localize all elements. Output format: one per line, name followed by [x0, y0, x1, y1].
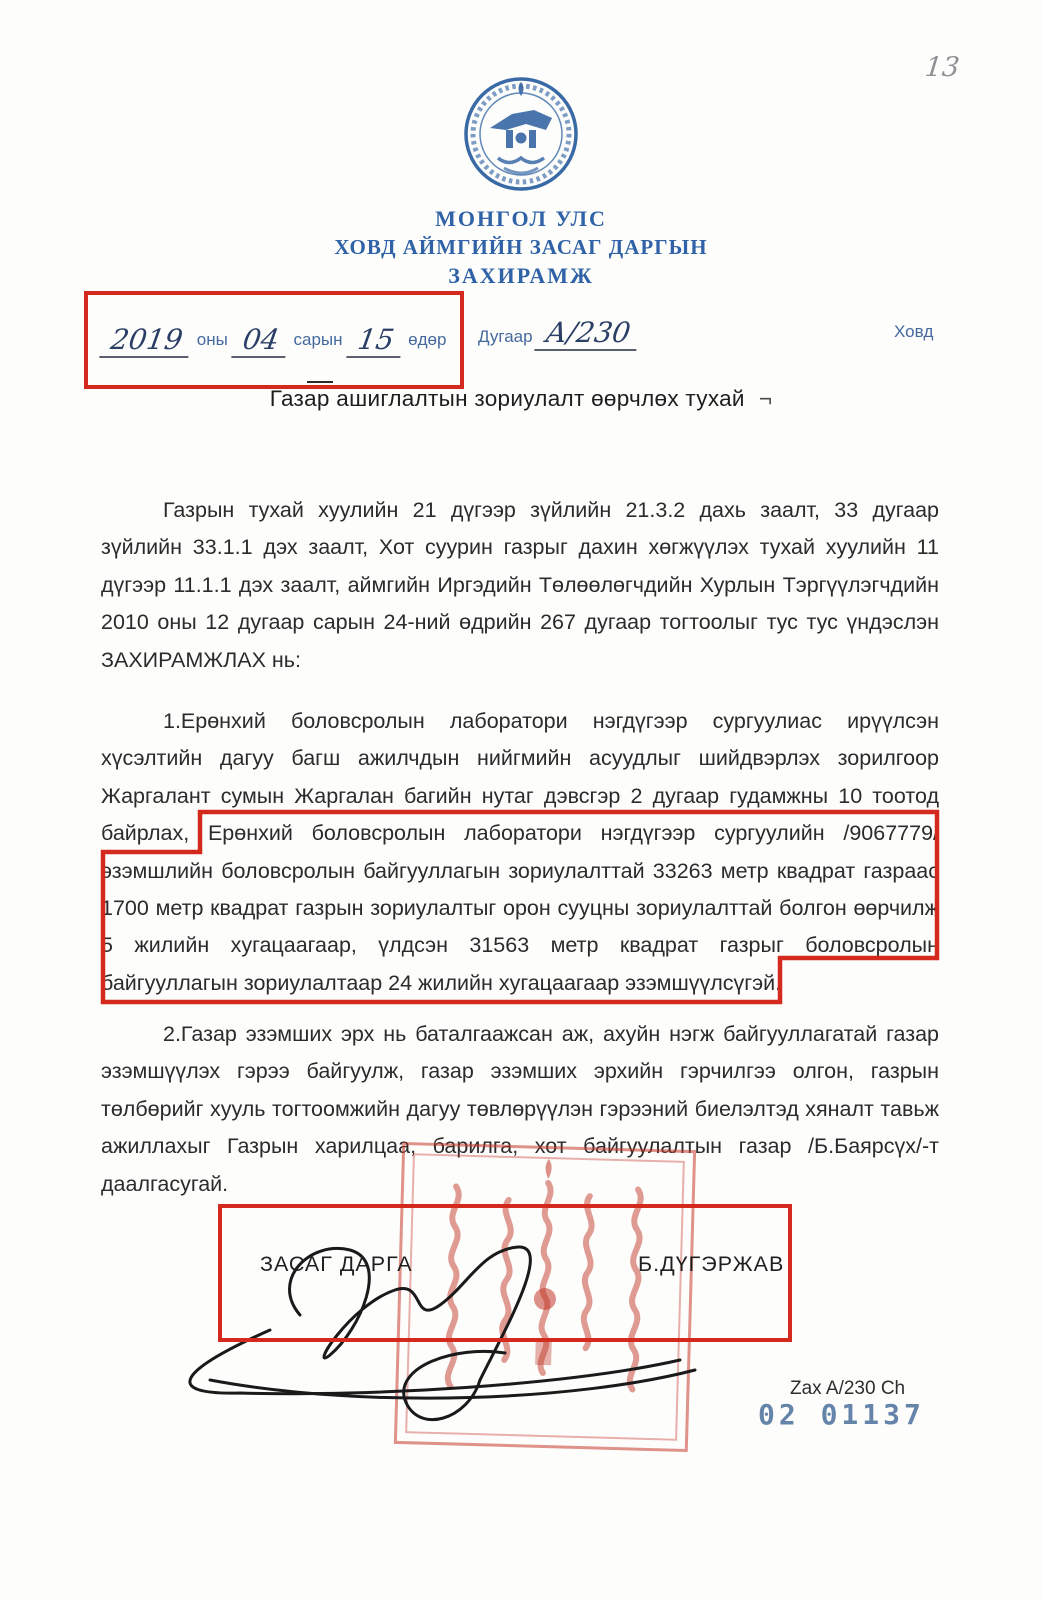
document-title — [0, 386, 1042, 412]
handwritten-month: 04 — [231, 323, 290, 358]
date-annotation-box — [84, 291, 464, 389]
body-line: Жаргалант сумын Жаргалан багийн нутаг дэвсгэр 2 дугаар гудамжны 10 тоотод — [101, 783, 939, 808]
issuing-authority: ХОВД АЙМГИЙН ЗАСАГ ДАРГЫН — [334, 235, 708, 259]
city-label: Ховд — [894, 322, 934, 341]
body-line: эзэмшлийн боловсролын байгууллагын зориулалттай 33263 метр квадрат газраас — [101, 858, 939, 883]
body-line: байрлах, Ерөнхий боловсролын лаборатори нэгдүгээр сургуулийн /9067779/ — [101, 821, 939, 846]
body-line: 2.Газар эзэмших эрх нь баталгаажсан аж, ахуйн нэгж байгууллагатай газар — [163, 1022, 939, 1046]
handwritten-number: А/230 — [534, 316, 642, 351]
handwritten-day: 15 — [346, 323, 405, 358]
number-label: Дугаар — [478, 327, 533, 346]
clause-1-paragraph — [101, 703, 939, 1002]
body-line: 2010 оны 12 дугаар сарын 24-ний өдрийн 267 дугаар тогтоолыг тус тус үндэслэн — [101, 610, 939, 635]
year-label: оны — [196, 330, 228, 349]
body-line: хүсэлтийн дагуу багш ажилчдын нийгмийн асуудлыг шийдвэрлэх зорилгоор — [101, 746, 939, 771]
body-line: ЗАХИРАМЖЛАХ нь: — [101, 647, 301, 672]
title-overline-artifact — [307, 381, 333, 383]
body-line: ажиллахыг Газрын харилцаа, барилга, хот байгуулалтын газар /Б.Баярсүх/-т — [101, 1134, 939, 1159]
body-line: 1.Ерөнхий боловсролын лаборатори нэгдүгээр сургуулиас ирүүлсэн — [163, 709, 939, 733]
corner-mark: ¬ — [758, 386, 773, 411]
day-label: өдөр — [408, 330, 447, 349]
document-type: ЗАХИРАМЖ — [448, 263, 594, 288]
body-line: байгууллагын зориулалтаар 24 жилийн хугацаагаар эзэмшүүлсүгэй. — [101, 970, 782, 995]
body-line: дүгээр 11.1.1 дэх заалт, аймгийн Иргэдийн Төлөөлөгчдийн Хурлын Тэргүүлэгчдийн — [101, 572, 939, 597]
footer-reference: Zax A/230 Ch — [790, 1378, 906, 1399]
signatory-name: Б.ДҮГЭРЖАВ — [638, 1252, 785, 1276]
handwritten-page-number: 13 — [923, 52, 961, 83]
body-line: 1700 метр квадрат газрын зориулалтыг орон сууцны зориулалттай болгон өөрчилж — [101, 895, 939, 920]
title-text: Газар ашиглалтын зориулалт өөрчлөх тухай — [269, 386, 745, 411]
body-line: Газрын тухай хуулийн 21 дүгээр зүйлийн 21.3.2 дахь заалт, 33 дугаар — [163, 498, 939, 522]
country-name: МОНГОЛ УЛС — [435, 206, 607, 231]
preamble-paragraph — [101, 492, 939, 679]
registration-stamp-number: 02 01137 — [758, 1398, 925, 1431]
body-line: төлбөрийг хууль тогтоомжийн дагуу төвлөрүүлэн гэрээний биелэлтэд хяналт тавьж — [101, 1096, 939, 1121]
document-number — [478, 316, 639, 351]
handwritten-year: 2019 — [99, 323, 194, 358]
state-emblem-icon — [460, 72, 582, 204]
body-line: 5 жилийн хугацаагаар, үлдсэн 31563 метр квадрат газрыг боловсролын — [101, 933, 939, 958]
body-line: даалгасугай. — [101, 1171, 229, 1196]
body-line: эзэмшүүлэх гэрээ байгуулж, газар эзэмших эрхийн гэрчилгээ олгон, газрын — [101, 1059, 939, 1084]
signatory-role: ЗАСАГ ДАРГА — [260, 1252, 413, 1276]
document-header — [0, 206, 1042, 289]
body-line: зүйлийн 33.1.1 дэх заалт, Хот суурин газрыг дахин хөгжүүлэх тухай хуулийн 11 — [101, 535, 939, 560]
month-label: сарын — [293, 330, 343, 349]
